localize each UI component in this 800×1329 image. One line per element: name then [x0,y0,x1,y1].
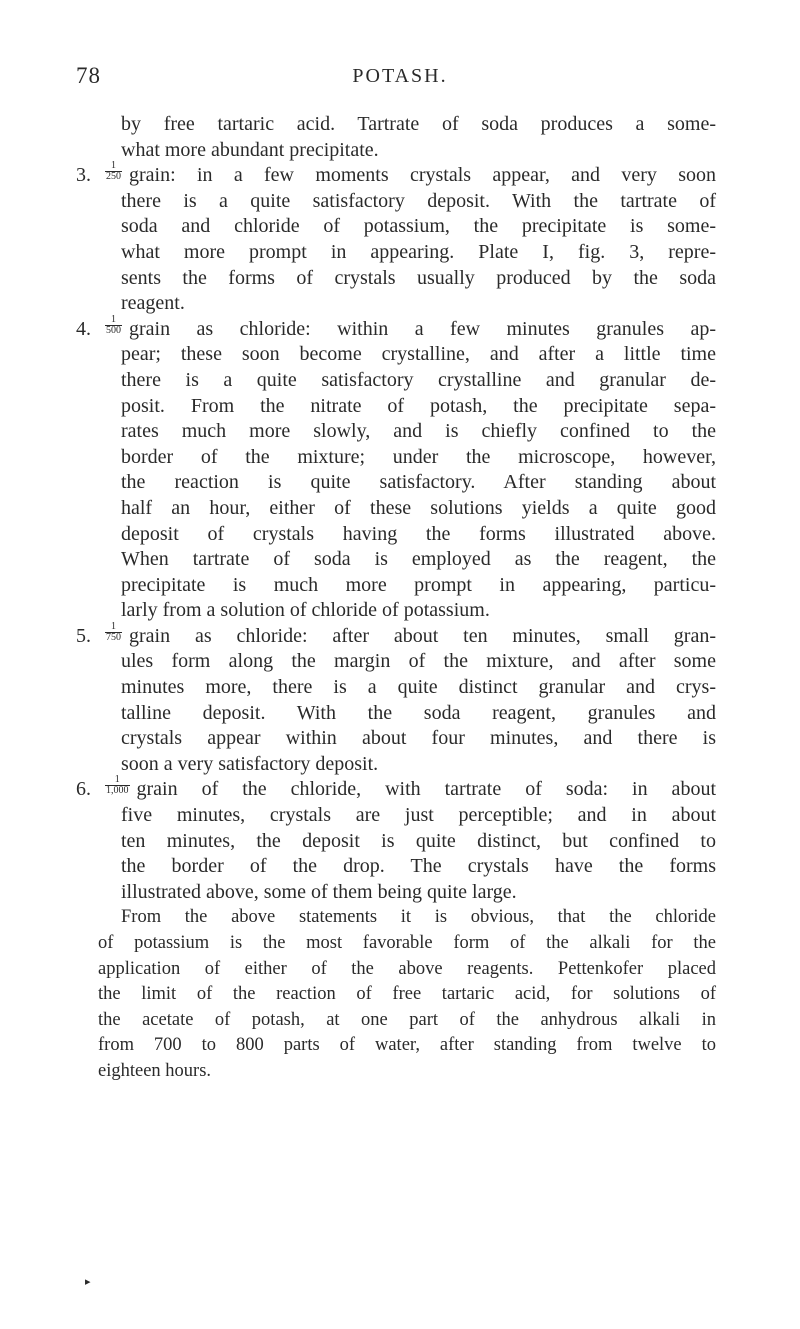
text-line: rates much more slowly, and is chiefly confined to the [121,420,716,443]
text-line: half an hour, either of these solutions yields a quite good [121,496,716,519]
text-line: deposit of crystals having the forms illustrated above. [121,522,716,545]
page-number: 78 [76,63,101,88]
list-item-number: 4. [76,317,91,340]
list-item-text: grain: in a few moments crystals appear, and very soon [129,164,716,187]
text-line: the acetate of potash, at one part of the anhydrous alkali in [98,1009,716,1030]
fraction: 1 250 [106,160,121,183]
text-line: of potassium is the most favorable form of the alkali for the [98,933,716,953]
list-item-number: 6. [76,778,91,801]
running-head: POTASH. [352,65,448,87]
text-line: minutes more, there is a quite distinct granular and crys- [121,676,716,699]
text-line: the limit of the reaction of free tartaric acid, for solutions of [98,984,716,1005]
text-line: border of the mixture; under the microscope, however, [121,445,716,468]
text-line: eighteen hours. [98,1060,212,1081]
text-line: posit. From the nitrate of potash, the precipitate sepa- [121,394,716,417]
text-line: precipitate is much more prompt in appearing, particu- [121,573,716,596]
text-line: illustrated above, some of them being quite large. [121,880,517,903]
text-line: there is a quite satisfactory deposit. With the tartrate of [121,189,716,212]
text-line: there is a quite satisfactory crystalline and granular de- [121,368,716,391]
list-item-number: 3. [76,164,91,187]
text-line: soda and chloride of potassium, the precipitate is some- [121,215,716,238]
text-line: When tartrate of soda is employed as the reagent, the [121,548,716,571]
text-line: what more abundant precipitate. [121,138,379,161]
text-line: From the above statements it is obvious, that the chloride [121,907,716,928]
text-line: pear; these soon become crystalline, and after a little time [121,343,716,366]
list-item-number: 5. [76,624,91,647]
list-item-5 [76,620,716,650]
text-line: what more prompt in appearing. Plate I, fig. 3, repre- [121,240,716,263]
list-item-6 [76,774,716,803]
text-line: larly from a solution of chloride of potassium. [121,599,490,622]
text-line: crystals appear within about four minutes, and there is [121,727,716,750]
text-line: five minutes, crystals are just perceptible; and in about [121,804,716,827]
list-item-3 [76,160,716,189]
text-line: the reaction is quite satisfactory. After standing about [121,471,716,494]
text-line: by free tartaric acid. Tartrate of soda produces a some- [121,113,716,135]
text-line: ules form along the margin of the mixture, and after some [121,650,716,673]
body-text [76,112,716,1085]
list-item-4 [76,313,716,343]
list-item-text: grain of the chloride, with tartrate of soda: in about [136,778,716,801]
fraction: 1 500 [106,313,121,336]
list-item-text: grain as chloride: within a few minutes granules ap- [129,317,716,340]
list-item-text: grain as chloride: after about ten minutes, small gran- [129,624,716,647]
text-line: the border of the drop. The crystals have the forms [121,855,716,878]
text-line: talline deposit. With the soda reagent, granules and [121,701,716,724]
text-line: ten minutes, the deposit is quite distinct, but confined to [121,829,716,852]
fraction: 1 1,000 [106,774,129,797]
text-line: from 700 to 800 parts of water, after standing from twelve to [98,1035,716,1056]
text-line: soon a very satisfactory deposit. [121,752,379,775]
margin-mark: ▸ [85,1276,91,1288]
text-line: reagent. [121,292,185,315]
text-line: sents the forms of crystals usually produced by the soda [121,266,716,289]
text-line: application of either of the above reagents. Pettenkofer placed [98,958,716,979]
fraction: 1 750 [106,620,121,643]
page-header [0,63,800,93]
